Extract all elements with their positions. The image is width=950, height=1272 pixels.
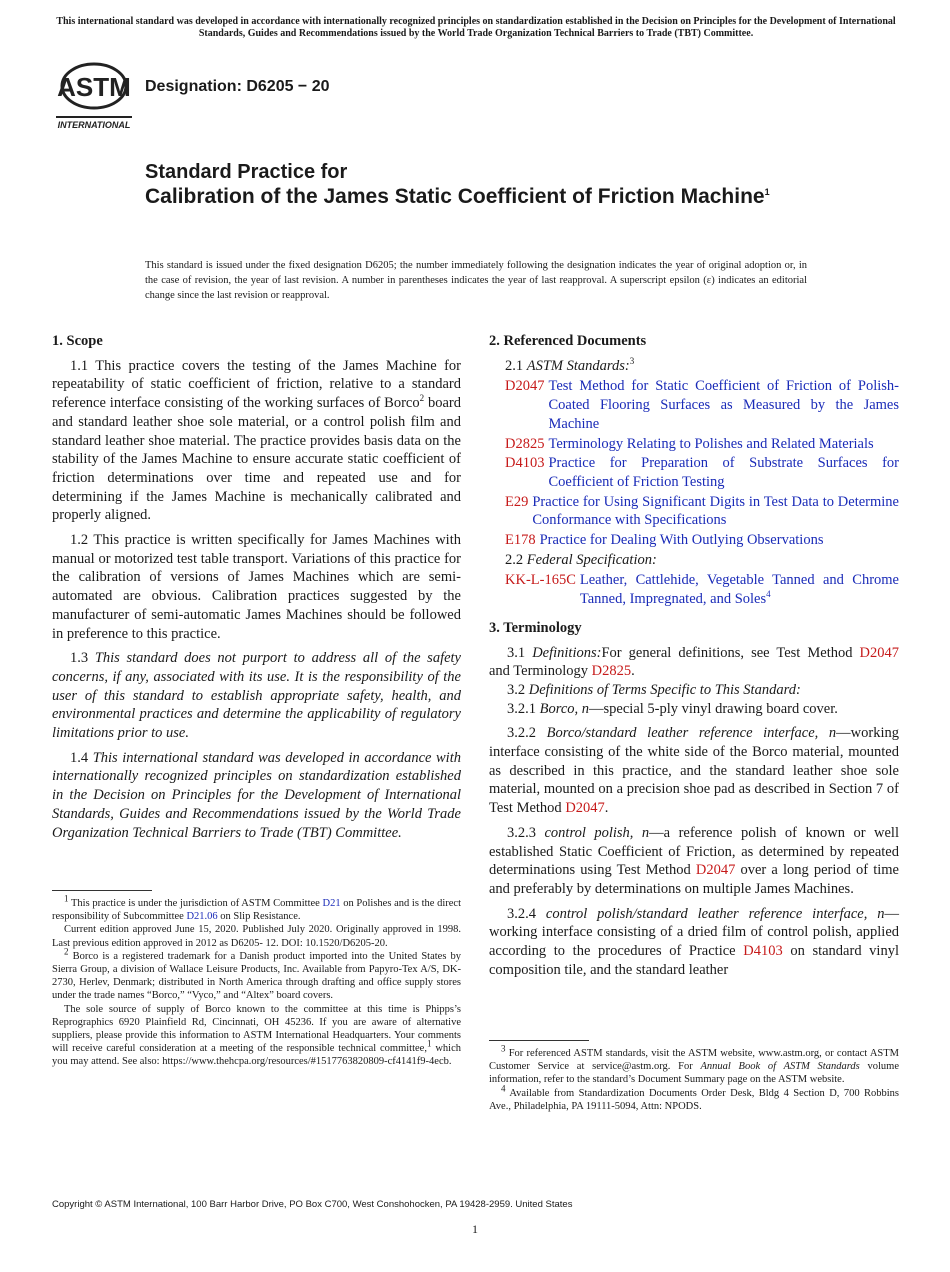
designation: Designation: D6205 − 20: [145, 78, 330, 95]
referenced-heading: 2. Referenced Documents: [489, 333, 647, 349]
left-column: [52, 332, 461, 848]
ref-item[interactable]: D2825 Terminology Relating to Polishes and Related Materials: [505, 435, 874, 452]
title-line-1: Standard Practice for: [145, 161, 348, 183]
term-3-2: 3.2 Definitions of Terms Specific to This Standard:: [507, 681, 801, 698]
right-column: [489, 332, 899, 986]
footnote-rule: [52, 890, 152, 891]
issued-note: This standard is issued under the fixed designation D6205; the number immediately following the designation indicates the year of original adoption or, in the case of revision, the year of last revision. A number in parentheses indicates the year of last reapproval. A superscript epsilon (ε) indicates an editorial change since the last revision or reapproval.: [145, 260, 807, 301]
term-3-2-3: 3.2.3 control polish, n—a reference polish of known or well established Static Coefficient of Friction, as determined by repeated determinations using Test Method D2047 over a long period of time and preferably by determinations on multiple James Machines.: [489, 824, 899, 897]
scope-1-1: 1.1 This practice covers the testing of the James Machine for repeatability of static coefficient of friction, relative to a standard reference interface consisting of the working surfaces of Borco$^2$ board and standard leather shoe sole material, or a control polish film and standard leather shoe material. The practice provides basis data on the stability of the James Machine to ensure accurate static coefficient of friction determinations over time and repeated use and for determining if the James Machine is mechanically calibrated and properly aligned.: [52, 357, 461, 524]
scope-1-4: 1.4 This international standard was developed in accordance with internationally recognized principles on standardization established in the Decision on Principles for the Development of International Standards, Guides and Recommendations issued by the World Trade Organization Technical Barriers to Trade (TBT) Committee.: [52, 749, 461, 841]
astm-logo: [54, 58, 134, 130]
astm-standards-label: 2.1 ASTM Standards:$^3$: [505, 355, 635, 374]
footnote-3: $^3$ For referenced ASTM standards, visit the ASTM website, www.astm.org, or contact ASTM Customer Service at service@astm.org. For Annual Book of ASTM Standards volume information, refer to the standard’s Document Summary page on the ASTM website.: [489, 1043, 900, 1086]
scope-1-2: 1.2 This practice is written specifically for James Machines with manual or motorized test table transport. Variations of this practice for the calibration of versions of James Machines which are semi-automated are obvious. Calibration practices suggested by the manufacturer of semi-automatic James Machines should be followed in preference to this practice.: [52, 532, 461, 642]
footnote-ref-4: 4: [766, 589, 771, 600]
logo-letters: ASTM: [57, 72, 131, 102]
link-d2047[interactable]: D2047: [565, 800, 605, 817]
footnote-2-supply: The sole source of supply of Borco known to the committee at this time is Phipps’s Reprographics 6920 Plainfield Rd, Cincinnati, OH 45236. If you are aware of alternative suppliers, please provide this information to ASTM International Headquarters. Your comments will receive careful consideration at a meeting of the responsible technical committee,$^1$ which you may attend. See also: https://www.thehcpa.org/resources/#1517763820809-cf4141f9-4ecb.: [52, 1003, 461, 1068]
page-number: 1: [472, 1222, 478, 1236]
document-title: [145, 160, 785, 210]
federal-ref-item[interactable]: KK-L-165C Leather, Cattlehide, Vegetable Tanned and Chrome Tanned, Impregnated, and Soles$^4$: [505, 572, 899, 608]
title-footnote-mark[interactable]: 1: [764, 187, 770, 197]
ref-item[interactable]: E29 Practice for Using Significant Digits in Test Data to Determine Conformance with Specifications: [505, 493, 899, 529]
astm-logo-icon: [54, 58, 134, 130]
term-3-2-2: 3.2.2 Borco/standard leather reference interface, n—working interface consisting of the white side of the Borco material, mounted as described in this practice, and the standard leather shoe sole material, mounted on a precision shoe pad as described in Section 7 of Test Method D2047.: [489, 725, 899, 817]
tbt-banner: This international standard was developed in accordance with internationally recognized principles on standardization established in the Decision on Principles for the Development of International Standards, Guides and Recommendations issued by the World Trade Organization Technical Barriers to Trade (TBT) Committee.: [56, 16, 896, 39]
footnote-1-edition: Current edition approved June 15, 2020. Published July 2020. Originally approved in 1998. Last previous edition approved in 2012 as D6205- 12. DOI: 10.1520/D6205-20.: [52, 924, 461, 949]
scope-heading: 1. Scope: [52, 333, 103, 349]
footnote-ref-3[interactable]: 3: [629, 355, 635, 366]
link-d4103[interactable]: D4103: [743, 943, 783, 960]
link-d2047[interactable]: D2047: [859, 644, 900, 661]
footnotes-left: [52, 890, 461, 1069]
footnote-1: $^1$ This practice is under the jurisdiction of ASTM Committee D21 on Polishes and is the direct responsibility of Subcommittee D21.06 on Slip Resistance.: [52, 893, 461, 923]
footnote-rule: [489, 1040, 589, 1041]
scope-1-3: 1.3 This standard does not purport to address all of the safety concerns, if any, associated with its use. It is the responsibility of the user of this standard to establish appropriate safety, health, and environmental practices and determine the applicability of regulatory limitations prior to use.: [52, 650, 461, 742]
terminology-heading: 3. Terminology: [489, 619, 582, 636]
term-3-1: 3.1 Definitions:For general definitions, see Test Method D2047 and Terminology D2825.: [489, 644, 900, 680]
term-3-2-1: 3.2.1 Borco, n—special 5-ply vinyl drawing board cover.: [507, 700, 838, 717]
footnote-4: $^4$ Available from Standardization Documents Order Desk, Bldg 4 Section D, 700 Robbins Ave., Philadelphia, PA 19111-5094, Attn: NPODS.: [489, 1083, 900, 1112]
link-d21-06[interactable]: D21.06: [186, 911, 218, 923]
title-text: Calibration of the James Static Coefficient of Friction Machine: [145, 185, 765, 208]
link-d21[interactable]: D21: [322, 898, 341, 909]
ref-item[interactable]: D4103 Practice for Preparation of Substrate Surfaces for Coefficient of Friction Testing: [505, 455, 899, 490]
ref-item[interactable]: E178 Practice for Dealing With Outlying Observations: [505, 532, 824, 549]
title-line-2: [145, 184, 785, 210]
footnote-2: $^2$ Borco is a registered trademark for a Danish product imported into the United States by Sierra Group, a division of Wallace Leisure Products, Inc. Available from Papyro-Tex A/S, DK-2730, Herlev, Denmark; distributed in North America through drafting and office supply stores under the trade names “Borco,” “Vyco,” and “Altex” board covers.: [52, 946, 462, 1002]
logo-text: INTERNATIONAL: [57, 120, 131, 130]
link-d2047[interactable]: D2047: [695, 862, 736, 879]
copyright-line: Copyright © ASTM International, 100 Barr Harbor Drive, PO Box C700, West Conshohocken, PA 19428-2959. United States: [52, 1199, 573, 1210]
ref-item[interactable]: D2047 Test Method for Static Coefficient of Friction of Polish-Coated Flooring Surfaces as Measured by the James Machine: [505, 378, 899, 432]
link-d2825[interactable]: D2825: [591, 663, 632, 680]
federal-spec-label: 2.2 Federal Specification:: [505, 551, 657, 568]
footnote-ref-2[interactable]: 2: [419, 393, 425, 404]
footnotes-right: [489, 1040, 899, 1113]
term-3-2-4: 3.2.4 control polish/standard leather reference interface, n—working interface consisting of a dried film of control polish, applied according to the procedures of Practice D4103 on standard vinyl composition tile, and the standard leather: [489, 905, 899, 978]
